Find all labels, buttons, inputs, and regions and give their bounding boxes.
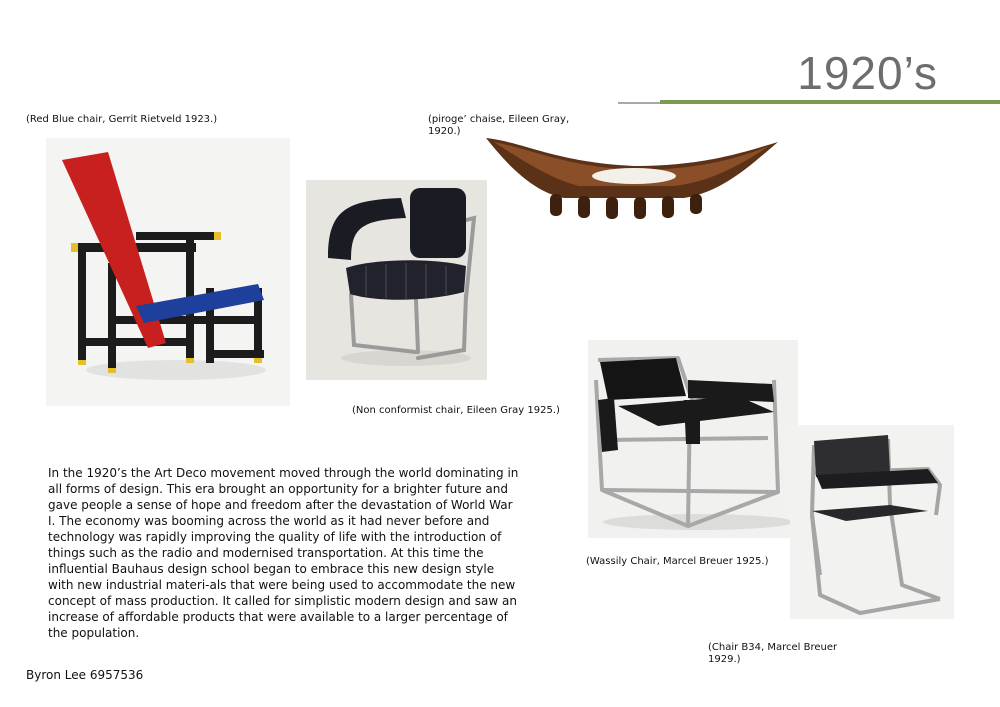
piroge-chaise-photo — [484, 132, 780, 224]
wassily-chair-illustration — [588, 340, 798, 538]
non-conformist-chair-illustration — [306, 180, 487, 380]
page-title: 1920’s — [797, 47, 938, 99]
caption-b34-line2: 1929.) — [708, 654, 741, 665]
caption-chair-b34 — [708, 642, 837, 666]
caption-piroge-line1: (piroge’ chaise, Eileen Gray, — [428, 114, 570, 125]
red-blue-chair-illustration — [46, 138, 290, 406]
non-conformist-chair-photo — [306, 180, 487, 380]
red-blue-chair-photo — [46, 138, 290, 406]
caption-b34-line1: (Chair B34, Marcel Breuer — [708, 642, 838, 653]
piroge-chaise-illustration — [484, 132, 780, 224]
chair-b34-illustration — [790, 425, 954, 619]
title-accent-bar — [660, 100, 1000, 104]
chair-b34-photo — [790, 425, 954, 619]
wassily-chair-photo — [588, 340, 798, 538]
caption-red-blue-chair: (Red Blue chair, Gerrit Rietveld 1923.) — [26, 114, 218, 125]
author-credit: Byron Lee 6957536 — [26, 668, 144, 682]
caption-piroge-line2: 1920.) — [428, 126, 461, 137]
caption-non-conformist-chair: (Non conformist chair, Eileen Gray 1925.) — [352, 405, 560, 416]
body-paragraph: In the 1920’s the Art Deco movement moved through the world dominating in all forms of design. This era brought an opportunity for a brighter future and gave people a sense of hope and freedom after the devastation of World War I. The economy was booming across the world as it had never before and technology was rapidly improving the quality of life with the introduction of things such as the radio and modernised transportation. At this time the influential Bauhaus design school began to embrace this new design style with new industrial materi-als that were being used to accommodate the new concept of mass production. It called for simplistic modern design and saw an increase of affordable products that were available to a larger percentage of the population. — [48, 466, 519, 640]
caption-wassily-chair: (Wassily Chair, Marcel Breuer 1925.) — [586, 556, 769, 567]
